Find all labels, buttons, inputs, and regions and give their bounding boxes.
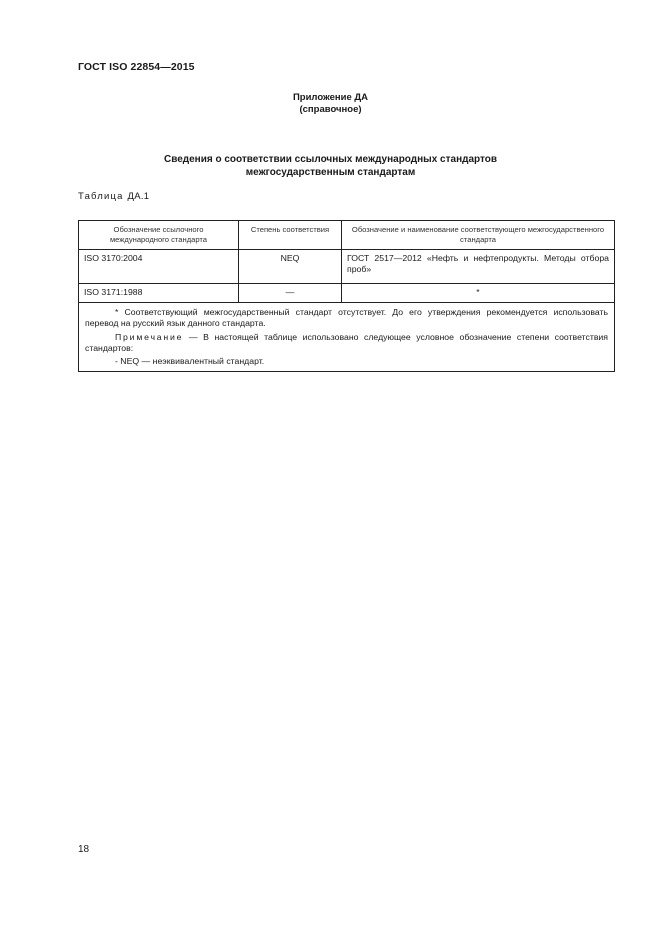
cell-international-standard: ISO 3171:1988 (79, 284, 239, 303)
table-header-row (79, 221, 615, 250)
column-header-degree: Степень соответствия (239, 221, 342, 250)
column-header-interstate: Обозначение и наименование соответствующего межгосударственного стандарта (342, 221, 615, 250)
table-label-prefix: Таблица (78, 191, 124, 202)
table-note (85, 332, 608, 354)
table-row (79, 250, 615, 284)
annex-title: Приложение ДА (292, 92, 369, 103)
table-label (78, 191, 149, 202)
page-number: 18 (78, 844, 90, 855)
cell-degree: NEQ (239, 250, 342, 284)
section-title-line2: межгосударственным стандартам (245, 167, 416, 178)
column-header-international: Обозначение ссылочного международного стандарта (79, 221, 239, 250)
table-label-number: ДА.1 (127, 191, 150, 202)
table-footnote: * Соответствующий межгосударственный стандарт отсутствует. До его утверждения рекомендуется использовать перевод на русский язык данного стандарта. (85, 307, 608, 328)
table-row (79, 284, 615, 303)
cell-degree: — (239, 284, 342, 303)
note-label: Примечание (115, 332, 184, 342)
table-notes-row (79, 303, 615, 372)
cell-interstate-standard: ГОСТ 2517—2012 «Нефть и нефтепродукты. Методы отбора проб» (342, 250, 615, 284)
note-text: — В настоящей таблице использовано следующее условное обозначение степени соответствия стандартов: (85, 332, 608, 353)
document-code: ГОСТ ISO 22854—2015 (78, 61, 195, 73)
correspondence-table (78, 220, 615, 372)
section-title (0, 153, 661, 179)
annex-subtitle: (справочное) (299, 104, 362, 115)
section-title-line1: Сведения о соответствии ссылочных международных стандартов (163, 154, 498, 165)
note-list-item: - NEQ — неэквивалентный стандарт. (115, 356, 265, 366)
annex-heading (0, 92, 661, 116)
table-notes-cell (79, 303, 615, 372)
cell-international-standard: ISO 3170:2004 (79, 250, 239, 284)
cell-interstate-standard: * (342, 284, 615, 303)
